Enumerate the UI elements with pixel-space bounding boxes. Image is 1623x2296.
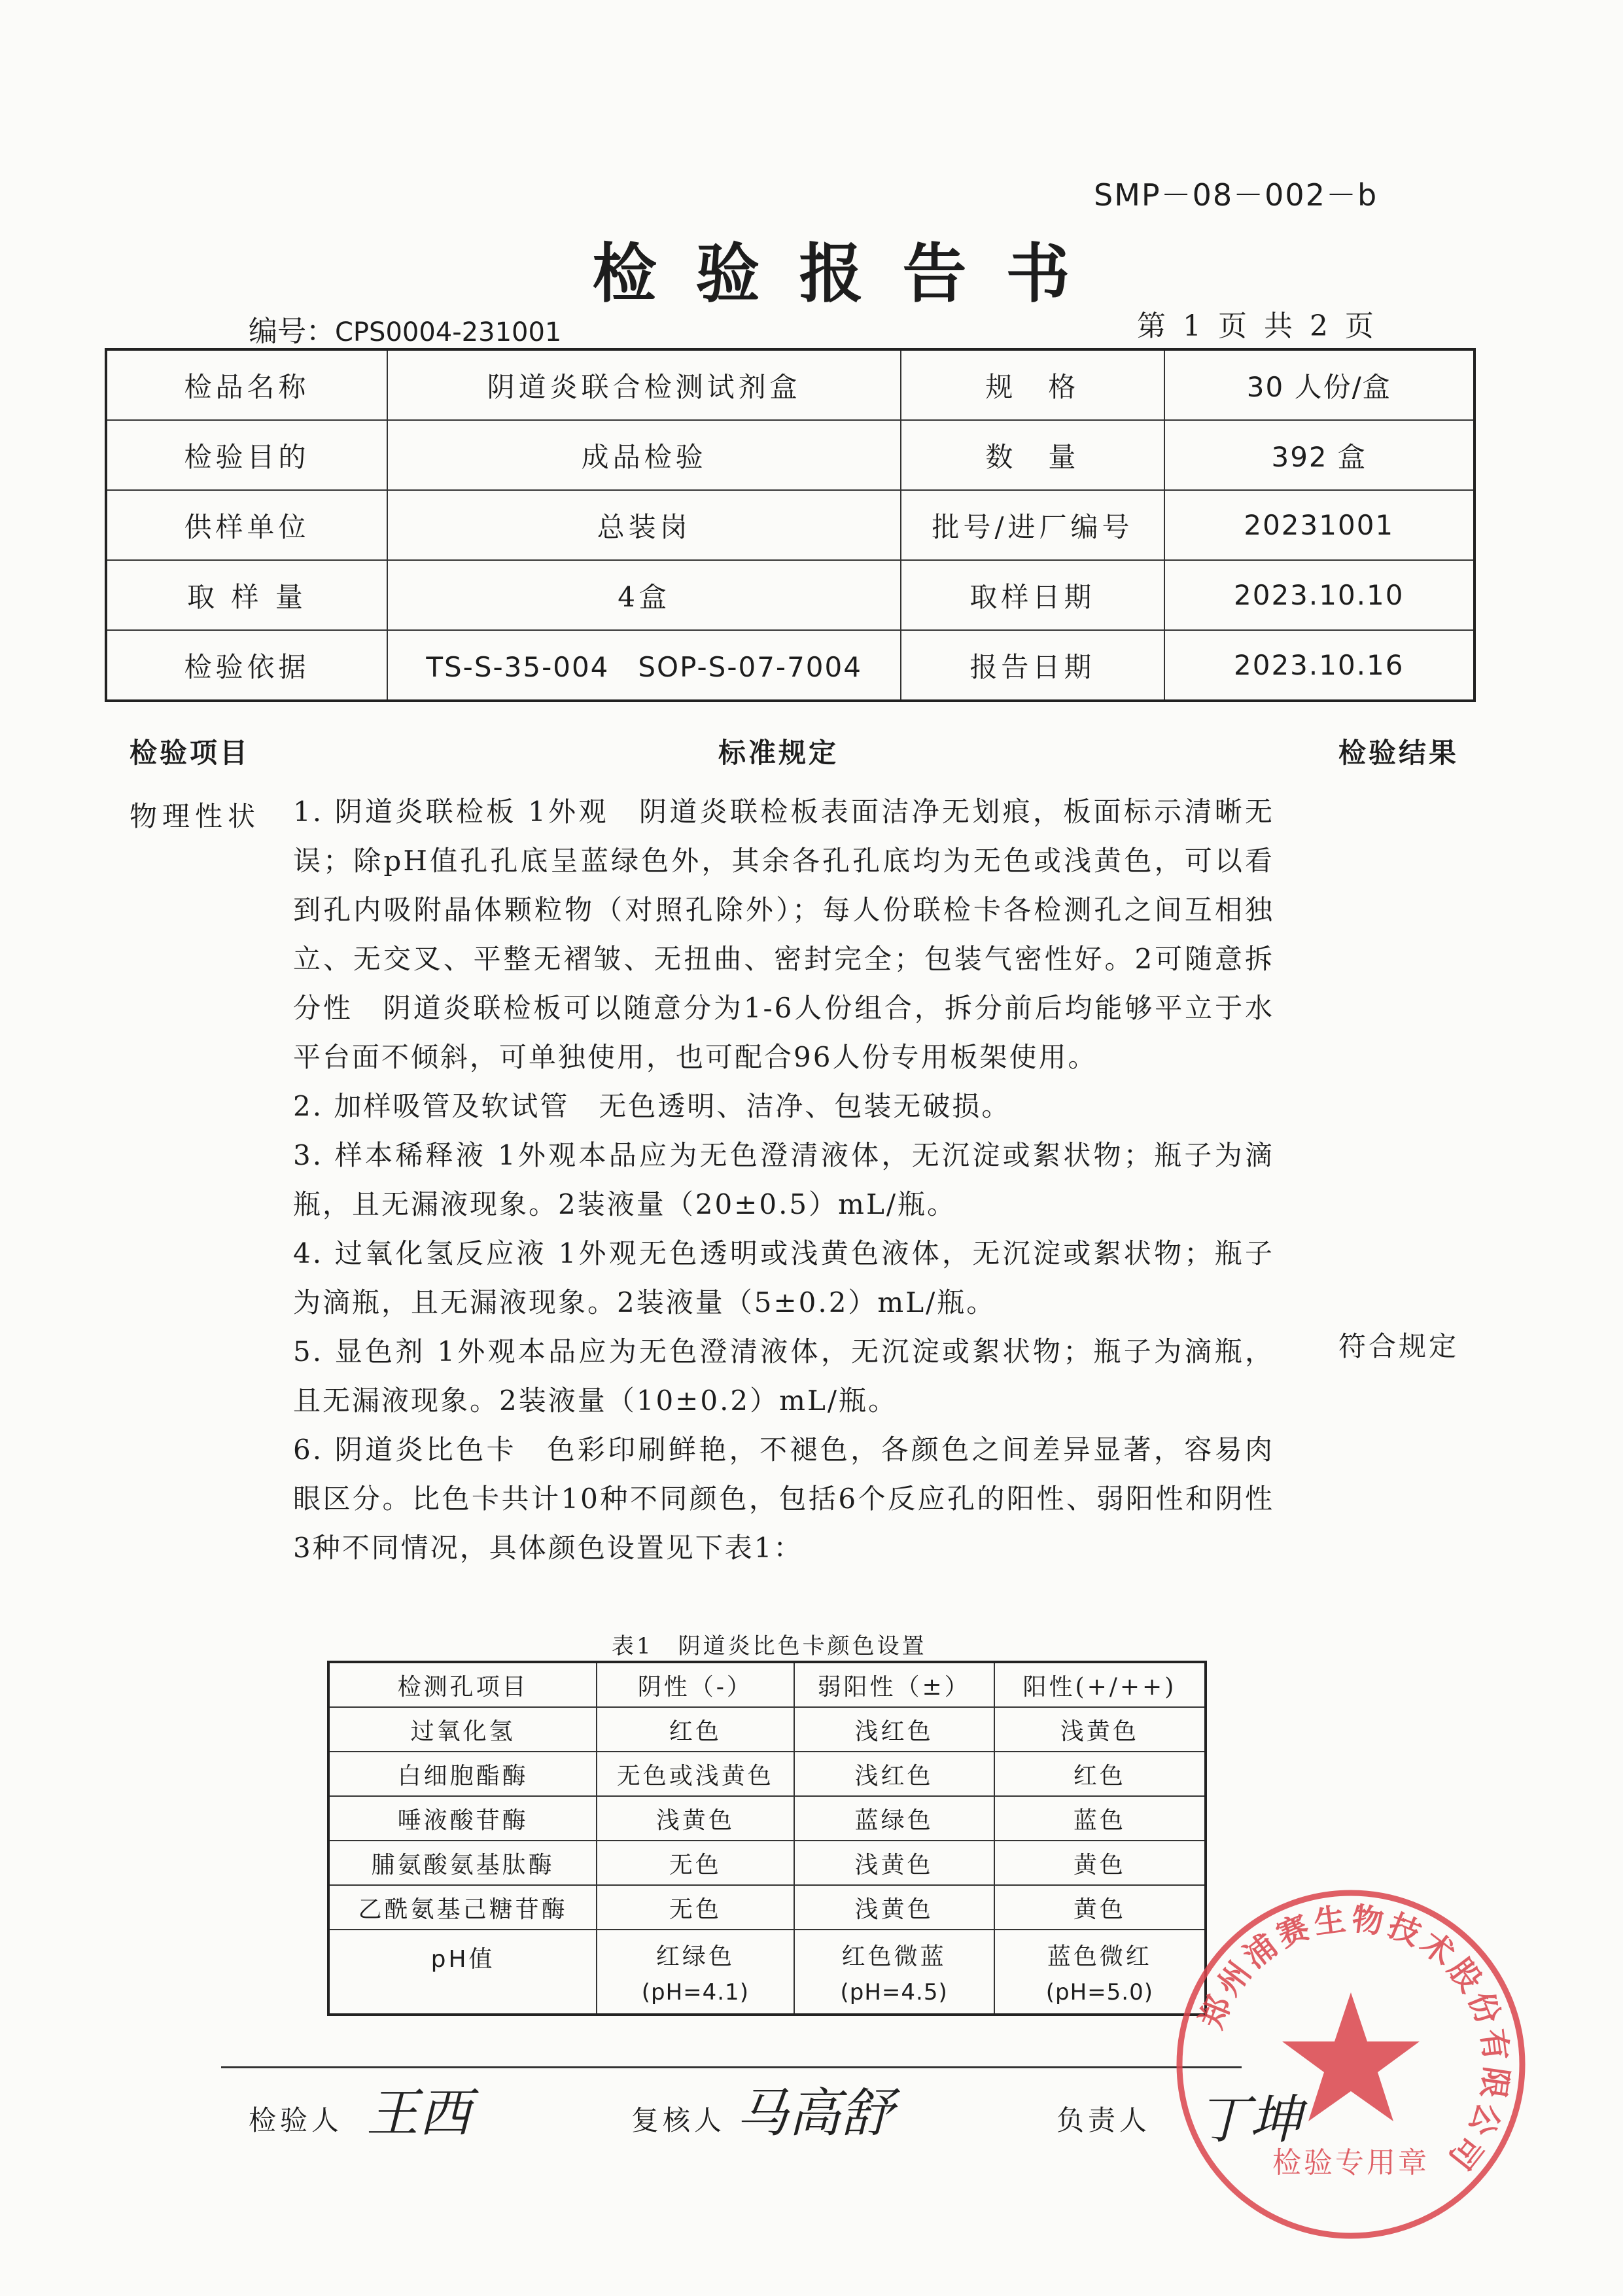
table-cell: 蓝色 xyxy=(994,1796,1206,1841)
info-label: 检品名称 xyxy=(106,349,387,420)
page-title: 检验报告书 xyxy=(592,236,1109,311)
table-cell: 浅黄色 xyxy=(794,1885,994,1930)
standard-paragraph: 1. 阴道炎联检板 1外观 阴道炎联检板表面洁净无划痕，板面标示清晰无误；除pH值孔孔底呈蓝绿色外，其余各孔孔底均为无色或浅黄色，可以看到孔内吸附晶体颗粒物（对照孔除外）；每人份联检卡各检测孔之间互相独立、无交叉、平整无褶皱、无扭曲、密封完全；包装气密性好。2可随意拆分性 阴道炎联检板可以随意分为1-6人份组合，拆分前后均能够平立于水平台面不倾斜，可单独使用，也可配合96人份专用板架使用。 xyxy=(293,796,1274,1073)
info-label: 取 样 量 xyxy=(106,560,387,630)
table-caption: 表1 阴道炎比色卡颜色设置 xyxy=(612,1633,927,1659)
table-cell: 无色或浅黄色 xyxy=(597,1752,794,1796)
table-row xyxy=(106,630,1475,701)
table-cell: 浅黄色 xyxy=(597,1796,794,1841)
info-label: 批号/进厂编号 xyxy=(901,490,1164,560)
table-row xyxy=(328,1752,1206,1796)
table-row xyxy=(106,349,1475,420)
table-cell: 浅红色 xyxy=(794,1707,994,1752)
table-header: 阳性(+/++) xyxy=(994,1662,1206,1707)
reviewer-label: 复核人 xyxy=(631,2104,726,2136)
table-row xyxy=(106,420,1475,490)
info-value: 阴道炎联合检测试剂盒 xyxy=(387,349,901,420)
table-row xyxy=(328,1707,1206,1752)
info-label: 报告日期 xyxy=(901,630,1164,701)
table-cell: 唾液酸苷酶 xyxy=(328,1796,597,1841)
reviewer-signature: 马高舒 xyxy=(736,2083,893,2144)
standard-paragraph: 2. 加样吸管及软试管 无色透明、洁净、包装无破损。 xyxy=(293,1090,1011,1122)
company-seal xyxy=(1171,1884,1531,2244)
table-cell: 红色 xyxy=(994,1752,1206,1796)
info-label: 检验目的 xyxy=(106,420,387,490)
report-number-value: CPS0004-231001 xyxy=(335,317,562,347)
standard-paragraph: 6. 阴道炎比色卡 色彩印刷鲜艳，不褪色，各颜色之间差异显著，容易肉眼区分。比色卡共计10种不同颜色，包括6个反应孔的阳性、弱阳性和阴性3种不同情况，具体颜色设置见下表1： xyxy=(293,1434,1274,1564)
info-label: 检验依据 xyxy=(106,630,387,701)
report-number-label: 编号： xyxy=(249,315,335,348)
info-label: 供样单位 xyxy=(106,490,387,560)
column-header-result: 检验结果 xyxy=(1338,737,1459,769)
standard-text xyxy=(293,787,1274,1572)
inspector-label: 检验人 xyxy=(249,2104,343,2136)
info-label: 规 格 xyxy=(901,349,1164,420)
info-value: 总装岗 xyxy=(387,490,901,560)
table-cell: 红色 xyxy=(597,1707,794,1752)
table-row xyxy=(106,490,1475,560)
standard-paragraph: 3. 样本稀释液 1外观本品应为无色澄清液体，无沉淀或絮状物；瓶子为滴瓶，且无漏液现象。2装液量（20±0.5）mL/瓶。 xyxy=(293,1139,1274,1220)
section-label: 物理性状 xyxy=(130,800,261,832)
table-header-row xyxy=(328,1662,1206,1707)
info-value: 4盒 xyxy=(387,560,901,630)
table-cell: 无色 xyxy=(597,1885,794,1930)
info-value: 20231001 xyxy=(1164,490,1475,560)
table-cell: 浅黄色 xyxy=(794,1841,994,1885)
table-row xyxy=(328,1796,1206,1841)
inspection-result: 符合规定 xyxy=(1338,1330,1459,1362)
star-icon xyxy=(1282,1992,1420,2121)
signature-divider xyxy=(221,2066,1242,2068)
info-value: 2023.10.10 xyxy=(1164,560,1475,630)
document-code: SMP－08－002－b xyxy=(1094,177,1378,213)
table-cell: 过氧化氢 xyxy=(328,1707,597,1752)
info-value: 2023.10.16 xyxy=(1164,630,1475,701)
info-label: 数 量 xyxy=(901,420,1164,490)
table-cell: 红绿色 (pH=4.1) xyxy=(597,1930,794,2015)
page-info: 第 1 页 共 2 页 xyxy=(1137,309,1378,343)
table-cell: 乙酰氨基己糖苷酶 xyxy=(328,1885,597,1930)
column-header-standard: 标准规定 xyxy=(718,737,839,769)
table-cell: 浅红色 xyxy=(794,1752,994,1796)
table-cell: 脯氨酸氨基肽酶 xyxy=(328,1841,597,1885)
table-cell: 蓝绿色 xyxy=(794,1796,994,1841)
table-cell: 红色微蓝 (pH=4.5) xyxy=(794,1930,994,2015)
info-value: 392 盒 xyxy=(1164,420,1475,490)
table-header: 阴性（-） xyxy=(597,1662,794,1707)
table-row-ph xyxy=(328,1930,1206,2015)
table-header: 弱阳性（±） xyxy=(794,1662,994,1707)
standard-paragraph: 5. 显色剂 1外观本品应为无色澄清液体，无沉淀或絮状物；瓶子为滴瓶，且无漏液现象。2装液量（10±0.2）mL/瓶。 xyxy=(293,1335,1274,1417)
table-cell: 蓝色微红 (pH=5.0) xyxy=(994,1930,1206,2015)
info-value: 30 人份/盒 xyxy=(1164,349,1475,420)
table-cell: 浅黄色 xyxy=(994,1707,1206,1752)
table-cell: 黄色 xyxy=(994,1885,1206,1930)
responsible-label: 负责人 xyxy=(1056,2104,1151,2136)
seal-subtext: 检验专用章 xyxy=(1272,2146,1429,2180)
info-label: 取样日期 xyxy=(901,560,1164,630)
color-table xyxy=(327,1661,1207,2016)
seal-name: 郑州浦赛生物技术股份有限公司 xyxy=(1193,1900,1515,2180)
inspector-signature: 王西 xyxy=(366,2083,471,2144)
info-value: 成品检验 xyxy=(387,420,901,490)
table-header: 检测孔项目 xyxy=(328,1662,597,1707)
table-cell: 黄色 xyxy=(994,1841,1206,1885)
table-cell: pH值 xyxy=(328,1930,597,2015)
standard-paragraph: 4. 过氧化氢反应液 1外观无色透明或浅黄色液体，无沉淀或絮状物；瓶子为滴瓶，且无漏液现象。2装液量（5±0.2）mL/瓶。 xyxy=(293,1237,1274,1318)
info-table xyxy=(105,348,1476,702)
table-row xyxy=(328,1841,1206,1885)
table-cell: 无色 xyxy=(597,1841,794,1885)
column-header-item: 检验项目 xyxy=(130,737,251,769)
table-row xyxy=(106,560,1475,630)
table-row xyxy=(328,1885,1206,1930)
report-number xyxy=(249,308,561,349)
responsible-signature: 丁坤 xyxy=(1197,2089,1302,2150)
info-value: TS-S-35-004 SOP-S-07-7004 xyxy=(387,630,901,701)
table-cell: 白细胞酯酶 xyxy=(328,1752,597,1796)
